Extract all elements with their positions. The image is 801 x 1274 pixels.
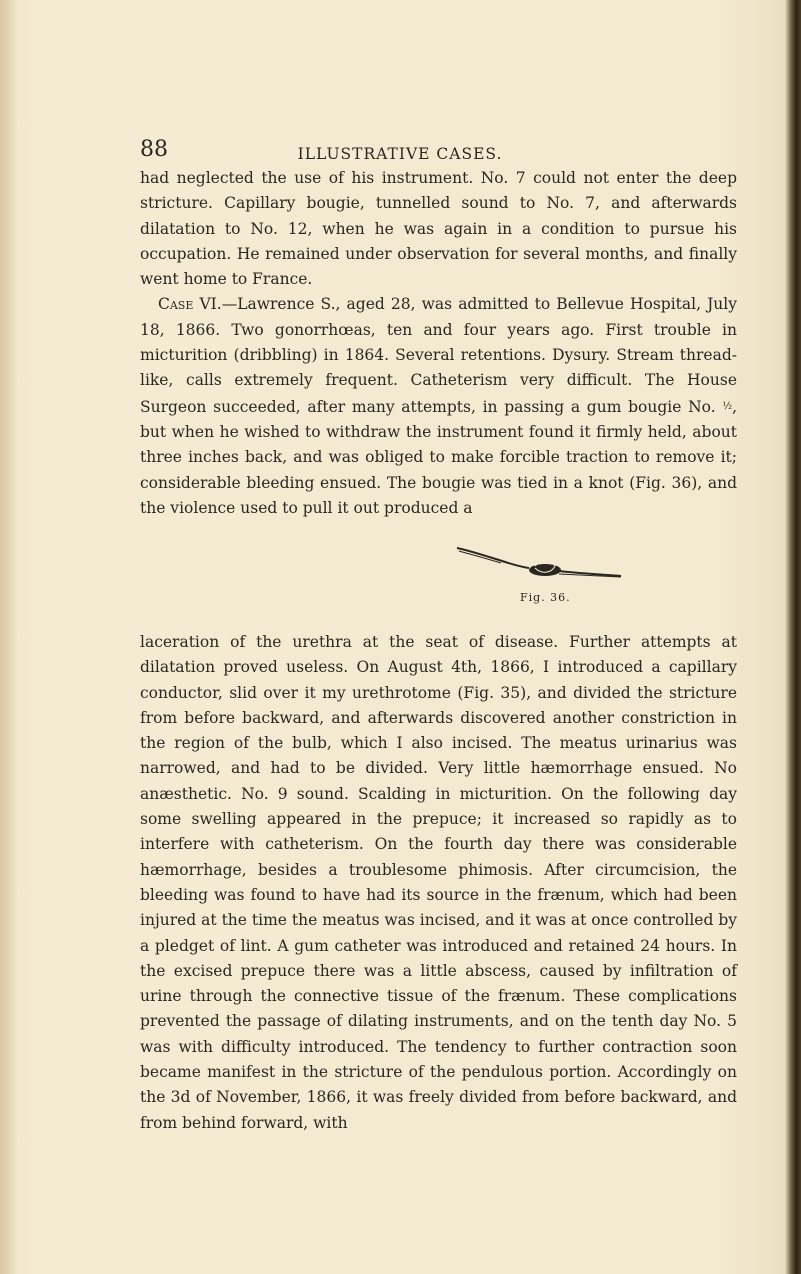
paragraph-laceration: laceration of the urethra at the seat of disease. Further attempts at dilatation proved useless. On August 4th, 1866, I introduced a capillary conductor, slid over it my urethrotome (Fig. 35), and divided the stricture from before backward, and afterwards discovered another constriction in the region of the bulb, which I also incised. The meatus urinarius was narrowed, and had to be divided. Very little hæmorrhage ensued. No anæsthetic. No. 9 sound. Scalding in micturition. On the following day some swelling appeared in the prepuce; it increased so rapidly as to interfere with catheterism. On the fourth day there was considerable hæmorrhage, besides a troublesome phimosis. After circumcision, the bleeding was found to have had its source in the frænum, which had been injured at the time the meatus was incised, and it was at once controlled by a pledget of lint. A gum catheter was introduced and retained 24 hours. In the excised prepuce there was a little abscess, caused by infiltration of urine through the connective tissue of the frænum. These complications prevented the passage of dilating instruments, and on the tenth day No. 5 was with difficulty introduced. The tendency to further contraction soon became manifest in the stricture of the pendulous portion. Accordingly on the 3d of November, 1866, it was freely divided from before backward, and from behind forward, with [140,633,737,1132]
fraction: ½ [722,400,733,412]
paragraph-continuation: had neglected the use of his instrument. No. 7 could not enter the deep stricture. Capillary bougie, tunnelled sound to No. 7, and afterwards dilatation to No. 12, when he was again in a condition to pursue his occupation. He remained under observation for several months, and finally went home to France. [140,169,737,289]
case-text: —Lawrence S., aged 28, was admitted to Bellevue Hospital, July 18, 1866. Two gonorrhœas, ten and four years ago. First trouble in micturition (dribbling) in 1864. Several retentions. Dysury. Stream thread-like, calls extremely frequent. Catheterism very difficult. The House Surgeon succeeded, after many attempts, in passing a gum bougie No. [140,295,738,416]
text-block-upper [140,166,737,521]
paragraph-case-vi [140,292,737,521]
case-label: Case VI. [158,295,222,314]
page-number: 88 [140,137,168,162]
page-gutter-shadow [0,0,18,1274]
running-head: ILLUSTRATIVE CASES. [297,145,503,163]
page-edge-shadow [785,0,801,1274]
figure-caption: Fig. 36. [520,591,571,604]
text-block-lower [140,630,737,1136]
case-text-continued: , but when he wished to withdraw the instrument found it firmly held, about three inches back, and was obliged to make forcible traction to remove it; considerable bleeding ensued. The bougie was tied in a knot (Fig. 36), and the violence used to pull it out produced a [140,397,737,517]
knotted-bougie-illustration [455,546,625,586]
